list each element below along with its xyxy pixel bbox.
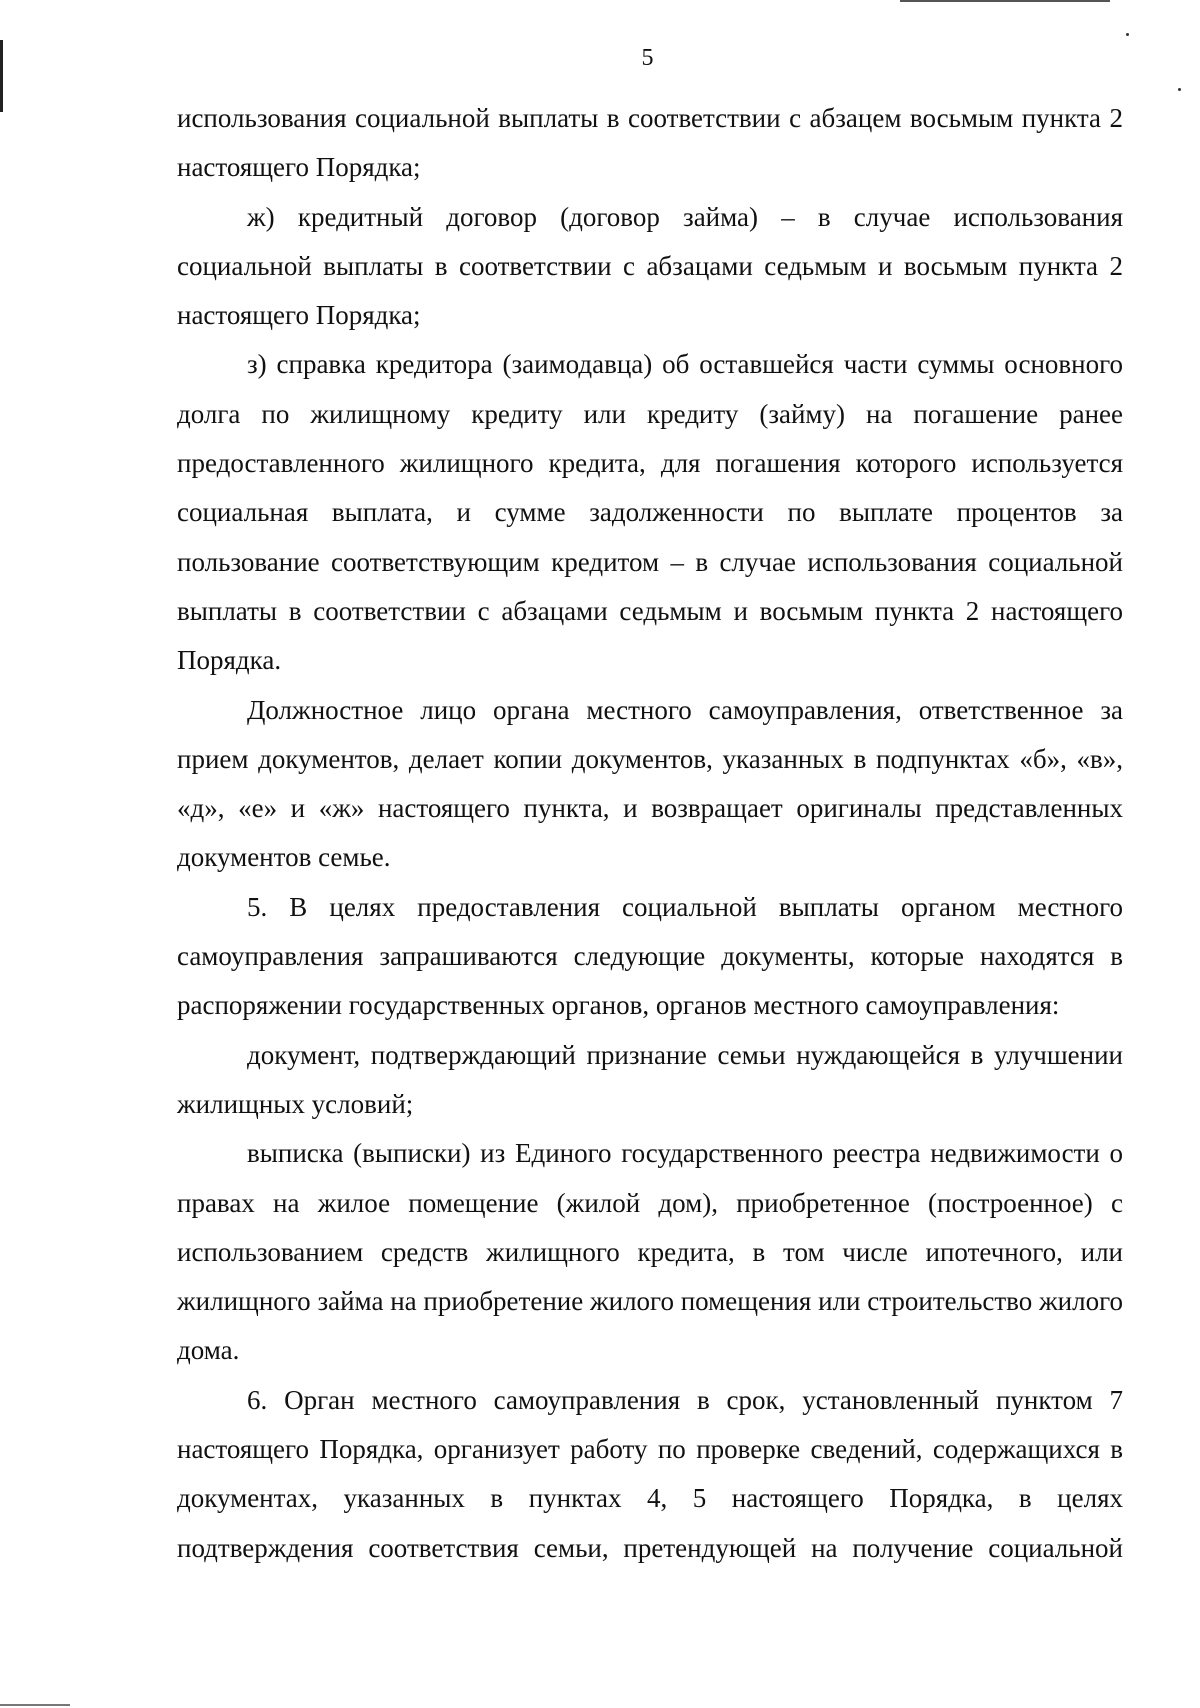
paragraph-document-need: документ, подтверждающий признание семьи нуждающейся в улучшении жилищных условий; [177, 1039, 1123, 1119]
page-number: 5 [641, 45, 654, 71]
scan-speck [1126, 33, 1129, 36]
scan-edge-mark-bottom [0, 1704, 70, 1706]
paragraph-section-6: 6. Орган местного самоуправления в срок, установленный пунктом 7 настоящего Порядка, организует работу по проверке сведений, содержащихся в документах, указанных в пунктах 4, 5 настоящего Порядка, в целях подтверждения соответствия семьи, претендующей на получение социальной [177, 1384, 1123, 1563]
scan-speck [1178, 88, 1181, 91]
paragraph-registry-extract: выписка (выписки) из Единого государственного реестра недвижимости о правах на жилое помещение (жилой дом), приобретенное (построенное) с использованием средств жилищного кредита, в том числе ипотечного, или жилищного займа на приобретение жилого помещения или строительство жилого дома. [177, 1138, 1123, 1366]
document-body [177, 94, 1123, 1573]
paragraph-official-copies: Должностное лицо органа местного самоуправления, ответственное за прием документов, делает копии документов, указанных в подпунктах «б», «в», «д», «е» и «ж» настоящего пункта, и возвращает оригиналы представленных документов семье. [177, 694, 1123, 873]
paragraph-item-zh: ж) кредитный договор (договор займа) – в случае использования социальной выплаты в соответствии с абзацами седьмым и восьмым пункта 2 настоящего Порядка; [177, 201, 1123, 331]
scan-edge-mark-top [900, 0, 1110, 2]
paragraph-continuation: использования социальной выплаты в соответствии с абзацем восьмым пункта 2 настоящего Порядка; [177, 103, 1123, 183]
paragraph-section-5: 5. В целях предоставления социальной выплаты органом местного самоуправления запрашиваются следующие документы, которые находятся в распоряжении государственных органов, органов местного самоуправления: [177, 891, 1123, 1021]
paragraph-item-z: з) справка кредитора (заимодавца) об оставшейся части суммы основного долга по жилищному кредиту или кредиту (займу) на погашение ранее предоставленного жилищного кредита, для погашения которого используется социальная выплата, и сумме задолженности по выплате процентов за пользование соответствующим кредитом – в случае использования социальной выплаты в соответствии с абзацами седьмым и восьмым пункта 2 настоящего Порядка. [177, 349, 1123, 676]
